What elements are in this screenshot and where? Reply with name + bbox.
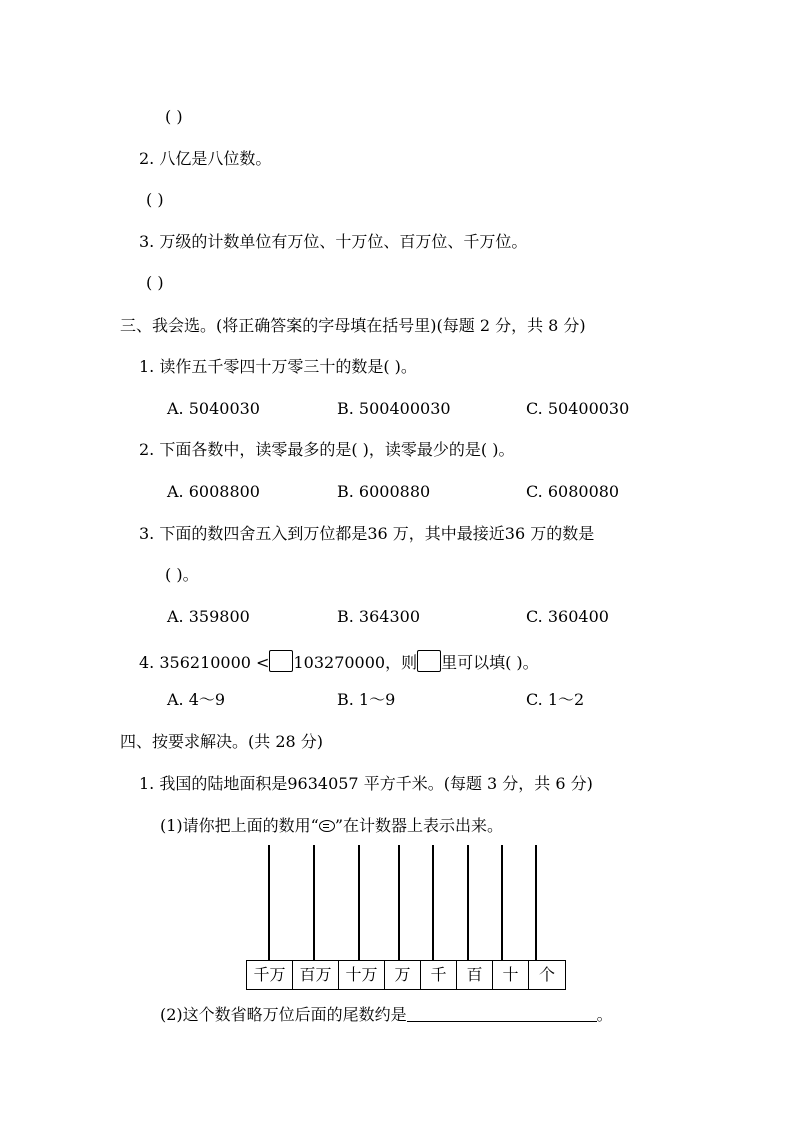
abacus-rod-wan xyxy=(398,845,400,961)
question-3-2: 2. 下面各数中，读零最多的是( )，读零最少的是( )。 xyxy=(139,440,515,459)
question-3-3: 3. 下面的数四舍五入到万位都是36 万，其中最接近36 万的数是 xyxy=(139,524,595,543)
question-2-2: 2. 八亿是八位数。 xyxy=(139,149,272,168)
abacus-rod-ge xyxy=(535,845,537,961)
answer-paren-3: ( ) xyxy=(146,273,164,292)
blank-box-2 xyxy=(417,650,441,672)
sub1-text-pre: (1)请你把上面的数用“ xyxy=(160,816,319,835)
abacus-rod-baiwan xyxy=(313,845,315,961)
option-3-4-b: B. 1～9 xyxy=(337,690,396,709)
option-3-2-a: A. 6008800 xyxy=(167,482,260,501)
option-3-4-a: A. 4～9 xyxy=(167,690,226,709)
question-4-1: 1. 我国的陆地面积是9634057 平方千米。(每题 3 分，共 6 分) xyxy=(139,774,593,793)
question-3-4-middle: 103270000，则 xyxy=(293,653,418,672)
abacus-rod-bai xyxy=(467,845,469,961)
place-label: 十 xyxy=(493,961,529,989)
option-3-1-a: A. 5040030 xyxy=(167,399,260,418)
abacus-rod-shiwan xyxy=(358,845,360,961)
abacus-counter xyxy=(246,845,556,990)
abacus-place-labels xyxy=(246,960,566,990)
place-label: 千万 xyxy=(247,961,293,989)
sub1-text-post: ”在计数器上表示出来。 xyxy=(334,816,504,835)
question-2-3: 3. 万级的计数单位有万位、十万位、百万位、千万位。 xyxy=(139,232,528,251)
section-3-heading: 三、我会选。(将正确答案的字母填在括号里)(每题 2 分，共 8 分) xyxy=(120,316,586,335)
abacus-rod-qian xyxy=(432,845,434,961)
option-3-1-c: C. 50400030 xyxy=(526,399,630,418)
option-3-3-a: A. 359800 xyxy=(167,607,250,626)
option-3-2-b: B. 6000880 xyxy=(337,482,431,501)
section-4-heading: 四、按要求解决。(共 28 分) xyxy=(120,732,324,751)
option-3-3-c: C. 360400 xyxy=(526,607,609,626)
question-3-3-paren: ( )。 xyxy=(165,565,199,584)
sub2-text: (2)这个数省略万位后面的尾数约是 xyxy=(160,1005,407,1024)
option-3-3-b: B. 364300 xyxy=(337,607,421,626)
question-3-4 xyxy=(139,650,539,673)
abacus-rod-qianwan xyxy=(268,845,270,961)
place-label: 千 xyxy=(421,961,457,989)
place-label: 十万 xyxy=(339,961,385,989)
option-3-2-c: C. 6080080 xyxy=(526,482,620,501)
question-4-1-sub1 xyxy=(160,816,503,836)
question-3-4-prefix: 4. 356210000 < xyxy=(139,653,270,672)
sub2-end: 。 xyxy=(596,1005,613,1024)
place-label: 个 xyxy=(538,965,555,984)
question-4-1-sub2 xyxy=(160,1003,613,1025)
answer-blank-line[interactable] xyxy=(407,1003,597,1022)
answer-paren-1: ( ) xyxy=(165,107,183,126)
question-3-4-suffix: 里可以填( )。 xyxy=(441,653,539,672)
place-label: 百万 xyxy=(293,961,339,989)
place-label: 万 xyxy=(385,961,421,989)
abacus-rod-shi xyxy=(501,845,503,961)
answer-paren-2: ( ) xyxy=(146,190,164,209)
option-3-1-b: B. 500400030 xyxy=(337,399,451,418)
bead-icon xyxy=(319,820,335,832)
question-3-1: 1. 读作五千零四十万零三十的数是( )。 xyxy=(139,357,417,376)
option-3-4-c: C. 1～2 xyxy=(526,690,585,709)
place-label: 百 xyxy=(457,961,493,989)
blank-box-1 xyxy=(269,650,293,672)
